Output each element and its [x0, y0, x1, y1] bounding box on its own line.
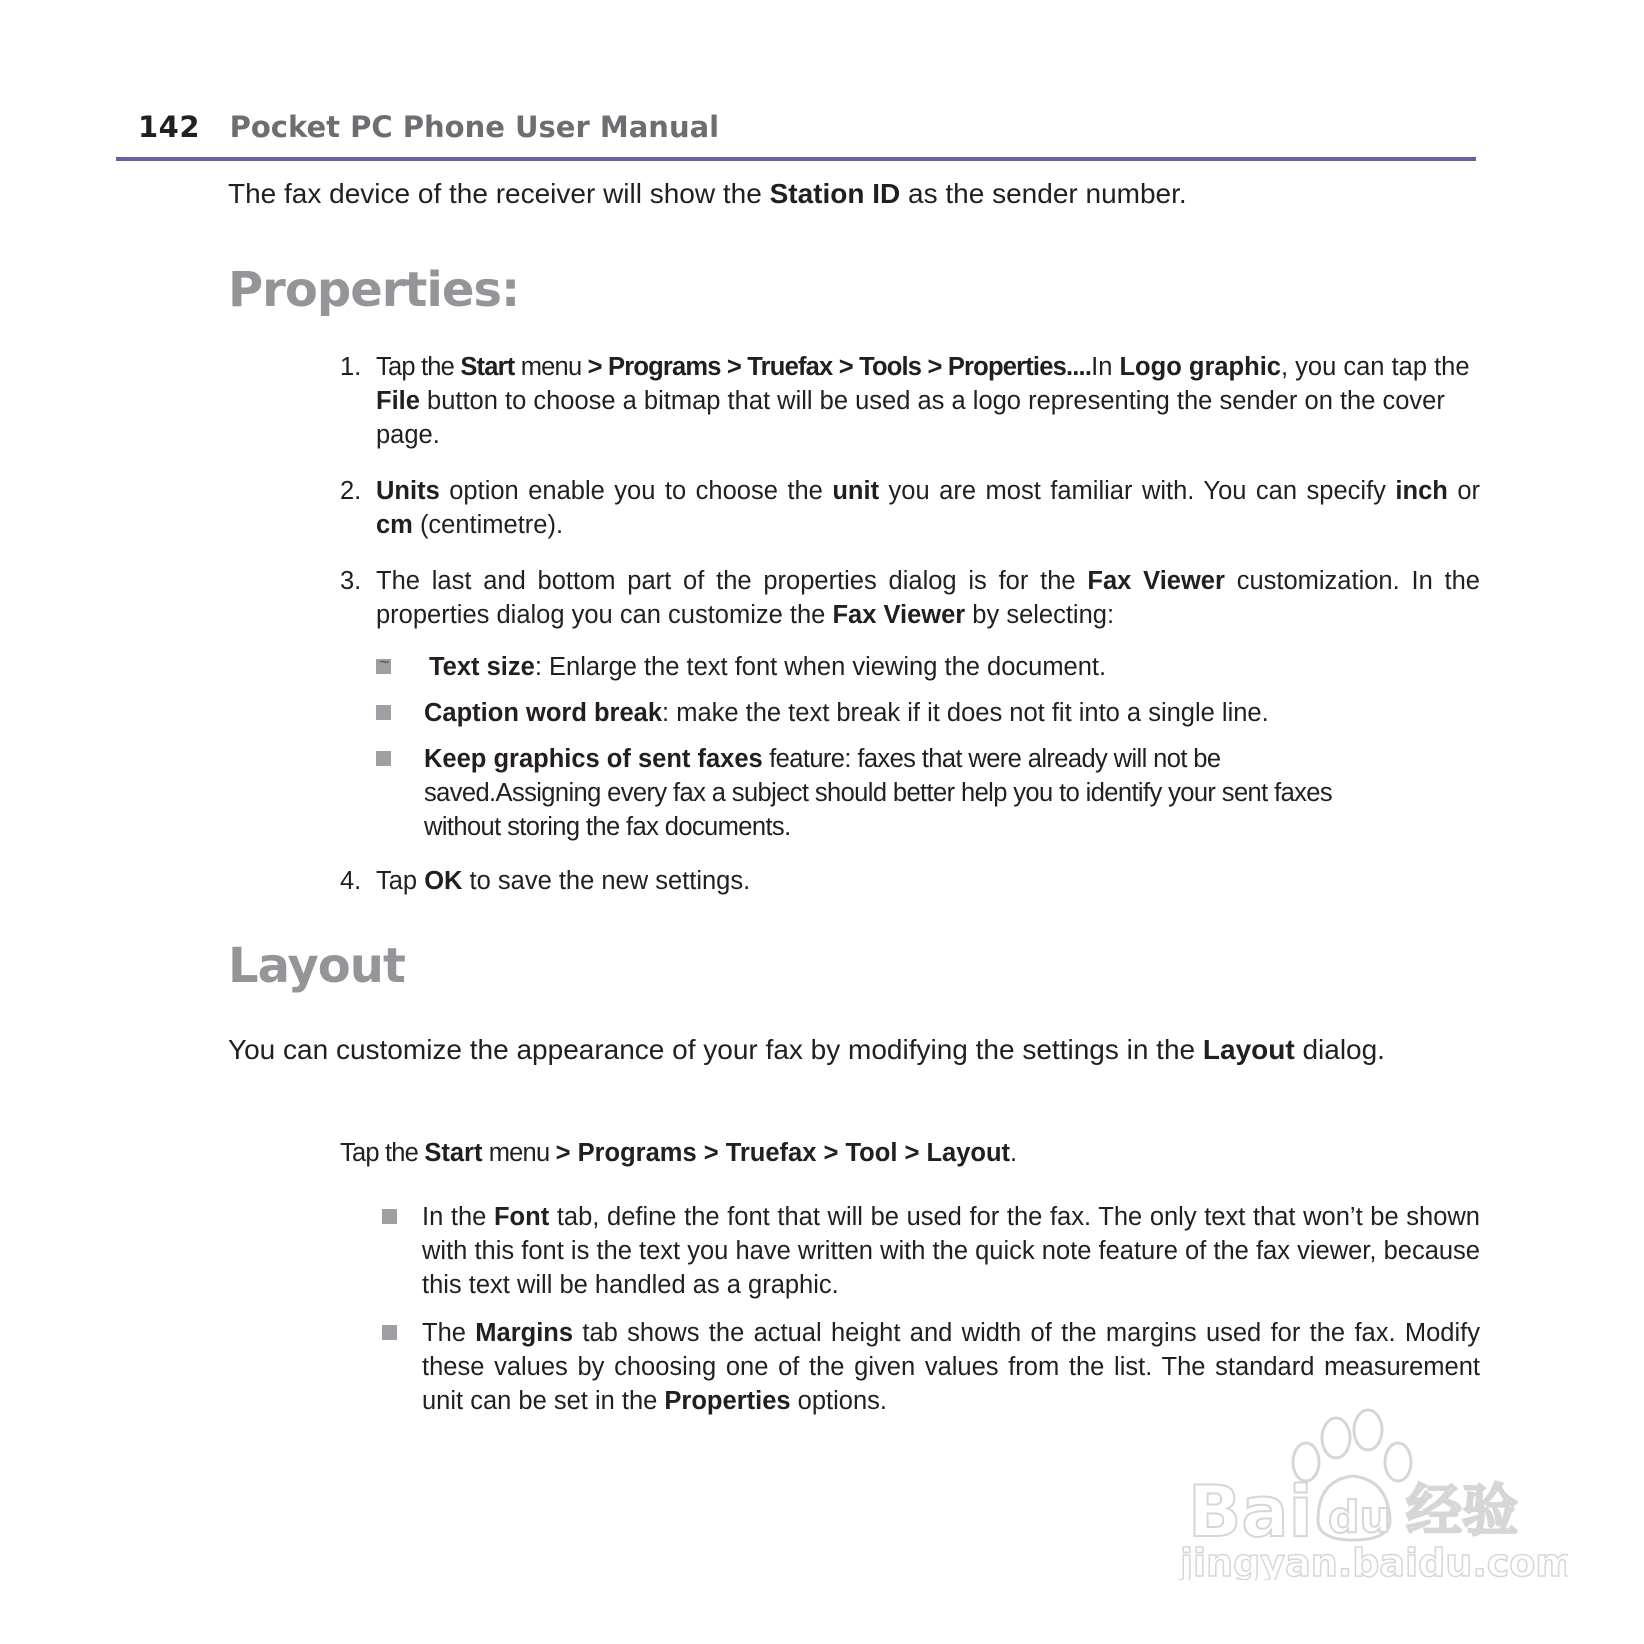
square-bullet-icon [382, 1325, 397, 1340]
bold-text: cm [376, 511, 413, 539]
text: feature: faxes that were already will not be saved.Assigning every fax a subject should better help you to identify your sent faxes without storing the fax documents. [424, 745, 1333, 841]
text: menu [514, 353, 588, 381]
text: tab shows the actual height and width of the margins used for the fax. Modify these values by choosing one of the given values from the list. The standard measurement unit can be set in the [422, 1319, 1480, 1415]
bold-text: inch [1395, 477, 1448, 505]
sub-item-caption-word-break [376, 696, 1384, 730]
text: Tap the [376, 353, 461, 381]
intro-text-end: as the sender number. [900, 178, 1187, 209]
intro-text: The fax device of the receiver will show the [228, 178, 770, 209]
bold-text: Start [424, 1139, 483, 1167]
square-bullet-icon [376, 751, 391, 766]
baidu-paw-logo-icon [1168, 1400, 1568, 1580]
text: or [1447, 477, 1480, 505]
menu-path: > Programs > Truefax > Tool > Layout [555, 1139, 1011, 1167]
bold-text: Text size [429, 653, 535, 681]
bold-text: Properties [664, 1387, 791, 1415]
bold-text: Logo graphic [1119, 353, 1281, 381]
manual-title: Pocket PC Phone User Manual [229, 110, 720, 144]
text: In [1091, 353, 1120, 381]
text: button to choose a bitmap that will be used as a logo representing the sender on the cover page. [376, 387, 1445, 449]
bold-text: Margins [475, 1319, 574, 1347]
bold-text: Start [460, 353, 515, 381]
item-number: 3. [340, 567, 362, 595]
text: options. [790, 1387, 887, 1415]
square-bullet-icon: ~ [376, 659, 391, 674]
text: you are most familiar with. You can specify [879, 477, 1396, 505]
text: dialog. [1294, 1034, 1385, 1065]
item-number: 1. [340, 353, 362, 381]
text: Tap [376, 867, 425, 895]
square-bullet-icon [376, 705, 391, 720]
text: tab, define the font that will be used for the fax. The only text that won’t be shown with this font is the text you have written with the quick note feature of the fax viewer, because this text will be handled as a graphic. [422, 1203, 1480, 1299]
page-number: 142 [138, 110, 201, 144]
bold-text: File [376, 387, 420, 415]
bold-text: Keep graphics of sent faxes [424, 745, 763, 773]
text: : Enlarge the text font when viewing the document. [534, 653, 1107, 681]
bullet-font-tab [382, 1200, 1480, 1302]
svg-text:经验: 经验 [1406, 1479, 1518, 1544]
text: option enable you to choose the [439, 477, 833, 505]
bold-text: OK [424, 867, 463, 895]
bold-text: Layout [1202, 1034, 1295, 1065]
text: You can customize the appearance of your fax by modifying the settings in the [228, 1034, 1203, 1065]
text: to save the new settings. [462, 867, 751, 895]
baidu-watermark [1168, 1400, 1568, 1580]
bold-text: Fax Viewer [832, 601, 966, 629]
item-number: 2. [340, 477, 362, 505]
bold-text: Fax Viewer [1087, 567, 1225, 595]
text: , you can tap the [1280, 353, 1470, 381]
sub-item-text-size [376, 650, 1384, 684]
svg-text:Bai: Bai [1188, 1471, 1313, 1553]
list-item-1 [340, 350, 1480, 452]
layout-intro [228, 1030, 1480, 1070]
menu-path: > Programs > Truefax > Tools > Properties.... [587, 353, 1092, 381]
properties-heading: Properties: [228, 262, 520, 318]
bold-text: unit [832, 477, 880, 505]
bold-text: Units [376, 477, 440, 505]
sub-item-keep-graphics [376, 742, 1354, 844]
list-item-3 [340, 564, 1480, 632]
text: The [422, 1319, 476, 1347]
square-bullet-icon [382, 1209, 397, 1224]
intro-paragraph [228, 175, 1187, 213]
header-rule [116, 157, 1476, 161]
layout-bullets [382, 1200, 1480, 1432]
text: by selecting: [965, 601, 1115, 629]
text: In the [422, 1203, 494, 1231]
text: : make the text break if it does not fit into a single line. [662, 699, 1269, 727]
bold-text: Caption word break [424, 699, 663, 727]
text: (centimetre). [412, 511, 564, 539]
text: The last and bottom part of the properties dialog is for the [376, 567, 1088, 595]
svg-text:jingyan.baidu.com: jingyan.baidu.com [1180, 1541, 1568, 1580]
text: Tap the [340, 1139, 425, 1167]
svg-text:du: du [1328, 1492, 1391, 1543]
list-item-2 [340, 474, 1480, 542]
text: menu [482, 1139, 556, 1167]
item-number: 4. [340, 867, 362, 895]
layout-tap-instruction [340, 1139, 1017, 1168]
text: customization. In the properties dialog you can customize the [376, 567, 1480, 629]
list-item-4 [340, 864, 1480, 898]
bold-text: Font [493, 1203, 550, 1231]
intro-bold: Station ID [769, 178, 901, 209]
properties-list [340, 350, 1480, 920]
layout-heading: Layout [228, 938, 405, 994]
page-header [138, 110, 719, 150]
text: . [1010, 1139, 1018, 1167]
